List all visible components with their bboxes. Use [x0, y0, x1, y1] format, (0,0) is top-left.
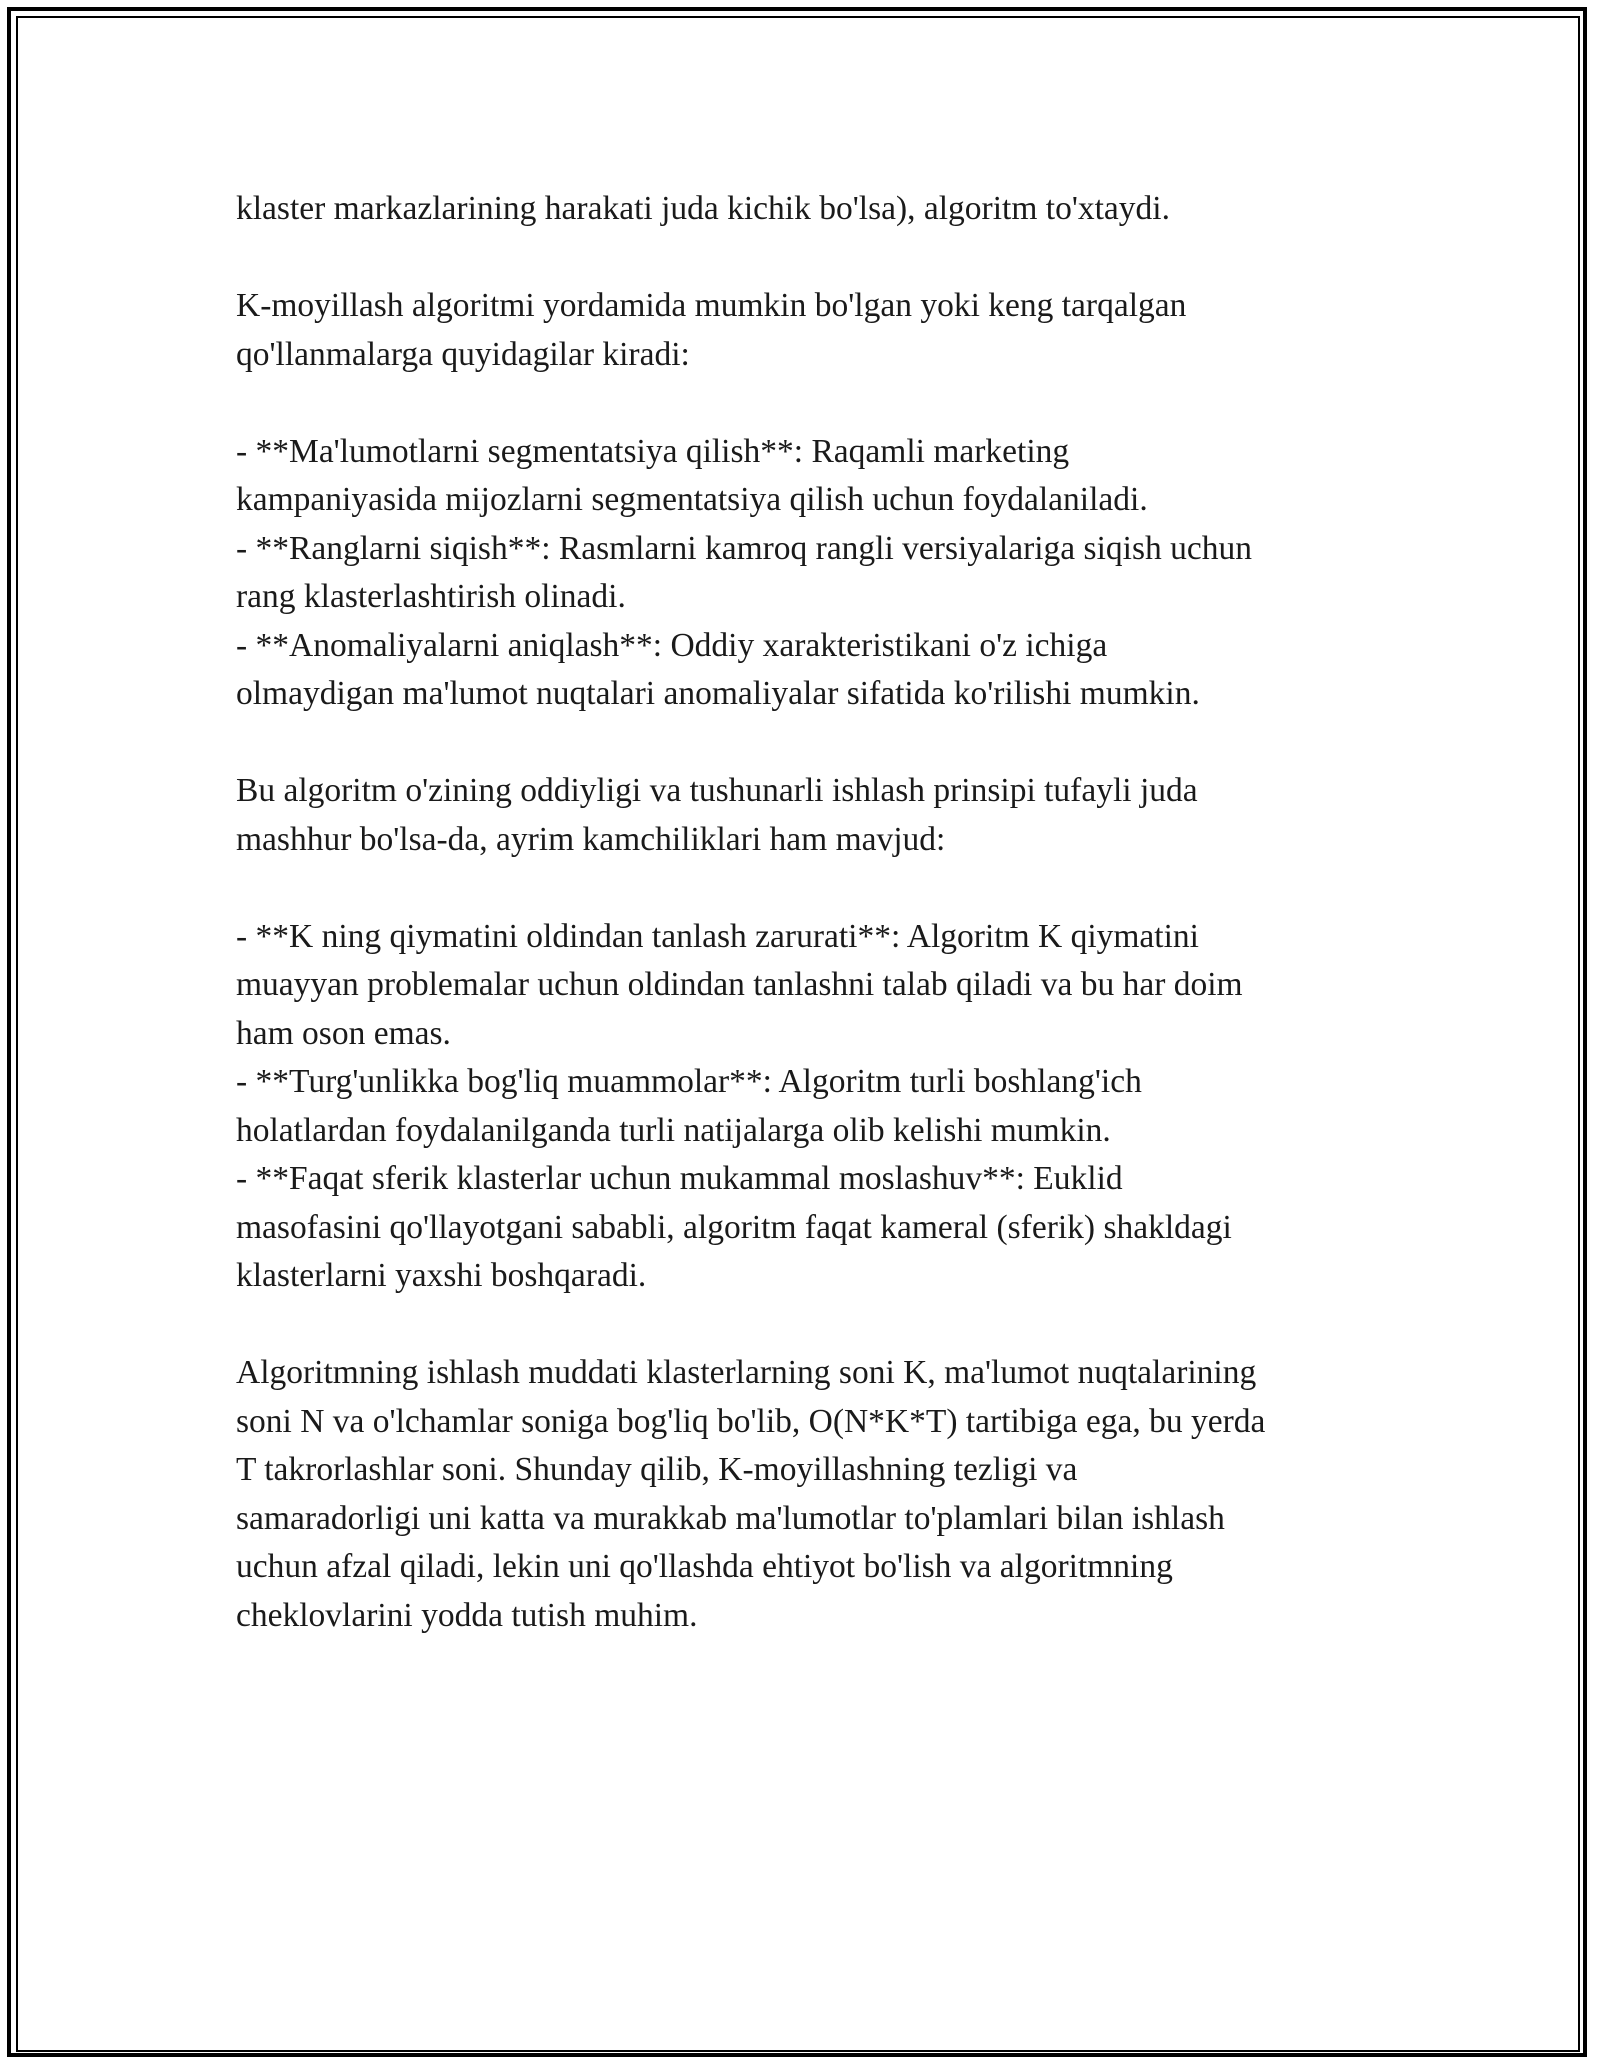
text-line: olmaydigan ma'lumot nuqtalari anomaliyalar sifatida ko'rilishi mumkin. [236, 675, 1200, 712]
text-line: Bu algoritm o'zining oddiyligi va tushunarli ishlash prinsipi tufayli juda [236, 772, 1198, 809]
text-line: masofasini qo'llayotgani sababli, algoritm faqat kameral (sferik) shakldagi [236, 1208, 1232, 1246]
text-line: Algoritmning ishlash muddati klasterlarning soni K, ma'lumot nuqtalarining [236, 1354, 1257, 1391]
paragraph-2 [236, 282, 1366, 379]
text-line: samaradorligi uni katta va murakkab ma'lumotlar to'plamlari bilan ishlash [236, 1499, 1225, 1537]
paragraph-1 [236, 185, 1366, 234]
text-line: mashhur bo'lsa-da, ayrim kamchiliklari ham mavjud: [236, 820, 946, 858]
text-line: uchun afzal qiladi, lekin uni qo'llashda ehtiyot bo'lish va algoritmning [236, 1548, 1173, 1585]
text-line: - **Ranglarni siqish**: Rasmlarni kamroq rangli versiyalariga siqish uchun [236, 529, 1252, 567]
text-line: - **Ma'lumotlarni segmentatsiya qilish**: Raqamli marketing [236, 432, 1070, 470]
text-line: kampaniyasida mijozlarni segmentatsiya qilish uchun foydalaniladi. [236, 481, 1148, 518]
text-line: soni N va o'lchamlar soniga bog'liq bo'lib, O(N*K*T) tartibiga ega, bu yerda [236, 1402, 1266, 1440]
text-line: - **Turg'unlikka bog'liq muammolar**: Algoritm turli boshlang'ich [236, 1063, 1142, 1100]
text-line: holatlardan foydalanilganda turli natijalarga olib kelishi mumkin. [236, 1111, 1111, 1149]
text-line: klaster markazlarining harakati juda kichik bo'lsa), algoritm to'xtaydi. [236, 190, 1170, 227]
text-line: - **Anomaliyalarni aniqlash**: Oddiy xarakteristikani o'z ichiga [236, 626, 1108, 664]
text-line: rang klasterlashtirish olinadi. [236, 578, 626, 615]
paragraph-3-applications-list [236, 428, 1366, 719]
text-line: ham oson emas. [236, 1014, 451, 1052]
text-line: K-moyillash algoritmi yordamida mumkin bo'lgan yoki keng tarqalgan [236, 287, 1187, 324]
text-line: cheklovlarini yodda tutish muhim. [236, 1596, 698, 1634]
document-body [236, 185, 1366, 1640]
text-line: T takrorlashlar soni. Shunday qilib, K-moyillashning tezligi va [236, 1451, 1078, 1488]
text-line: muayyan problemalar uchun oldindan tanlashni talab qiladi va bu har doim [236, 966, 1243, 1003]
text-line: - **Faqat sferik klasterlar uchun mukammal moslashuv**: Euklid [236, 1160, 1123, 1197]
paragraph-5-limitations-list [236, 913, 1366, 1301]
paragraph-6 [236, 1349, 1366, 1640]
text-line: - **K ning qiymatini oldindan tanlash zarurati**: Algoritm K qiymatini [236, 917, 1199, 955]
paragraph-4 [236, 767, 1366, 864]
text-line: qo'llanmalarga quyidagilar kiradi: [236, 335, 690, 373]
text-line: klasterlarni yaxshi boshqaradi. [236, 1257, 647, 1294]
